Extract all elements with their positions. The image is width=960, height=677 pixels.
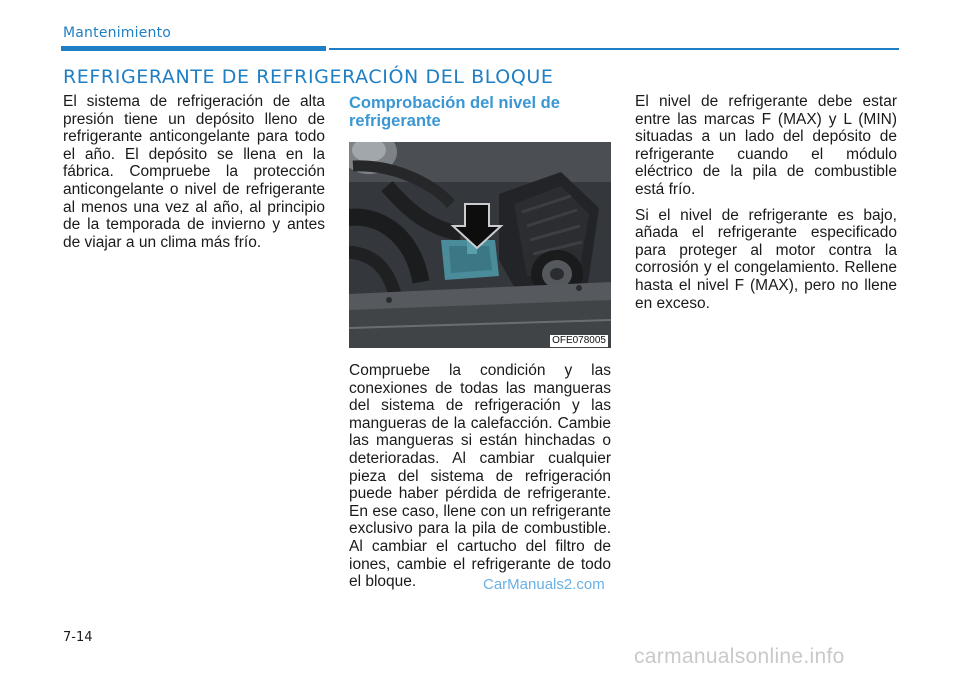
hoses-column <box>349 362 611 591</box>
refill-paragraph: Si el nivel de refrigerante es bajo, añada el refrigerante especificado para proteger al motor contra la corrosión y el congelamiento. Rellene hasta el nivel F (MAX), pero no llene en exceso. <box>635 206 897 312</box>
intro-paragraph: El sistema de refrigeración de alta presión tiene un depósito lleno de refrigerante anticongelante para todo el año. El depósito se llena en la fábrica. Compruebe la protección anticongelante o nivel de refrigerante al menos una vez al año, al principio de la temporada de invierno y antes de viajar a un clima más frío. <box>63 93 325 251</box>
engine-bay-illustration <box>349 142 611 348</box>
site-watermark: carmanualsonline.info <box>634 645 845 668</box>
level-column <box>635 93 897 312</box>
watermark-link[interactable]: CarManuals2.com <box>483 576 605 593</box>
section-subtitle: Comprobación del nivel de refrigerante <box>349 94 560 130</box>
page-number: 7-14 <box>63 630 93 645</box>
intro-column <box>63 93 325 251</box>
engine-bay-photo <box>349 142 611 348</box>
header-bar-thick <box>61 46 326 51</box>
page-title: REFRIGERANTE DE REFRIGERACIÓN DEL BLOQUE <box>63 66 554 88</box>
hoses-paragraph: Compruebe la condición y las conexiones de todas las mangueras del sistema de refrigeración y las mangueras de la calefacción. Cambie las mangueras si están hinchadas o deterioradas. Al cambiar cualquier pieza del sistema de refrigeración puede haber pérdida de refrigerante. En ese caso, llene con un refrigerante exclusivo para la pila de combustible. Al cambiar el cartucho del filtro de iones, cambie el refrigerante de todo el bloque. <box>349 362 611 591</box>
section-label: Mantenimiento <box>63 25 172 41</box>
header-bar-thin <box>329 48 899 50</box>
level-paragraph: El nivel de refrigerante debe estar entre las marcas F (MAX) y L (MIN) situadas a un lado del depósito de refrigerante cuando el módulo eléctrico de la pila de combustible está frío. <box>635 93 897 198</box>
image-code: OFE078005 <box>552 335 606 346</box>
